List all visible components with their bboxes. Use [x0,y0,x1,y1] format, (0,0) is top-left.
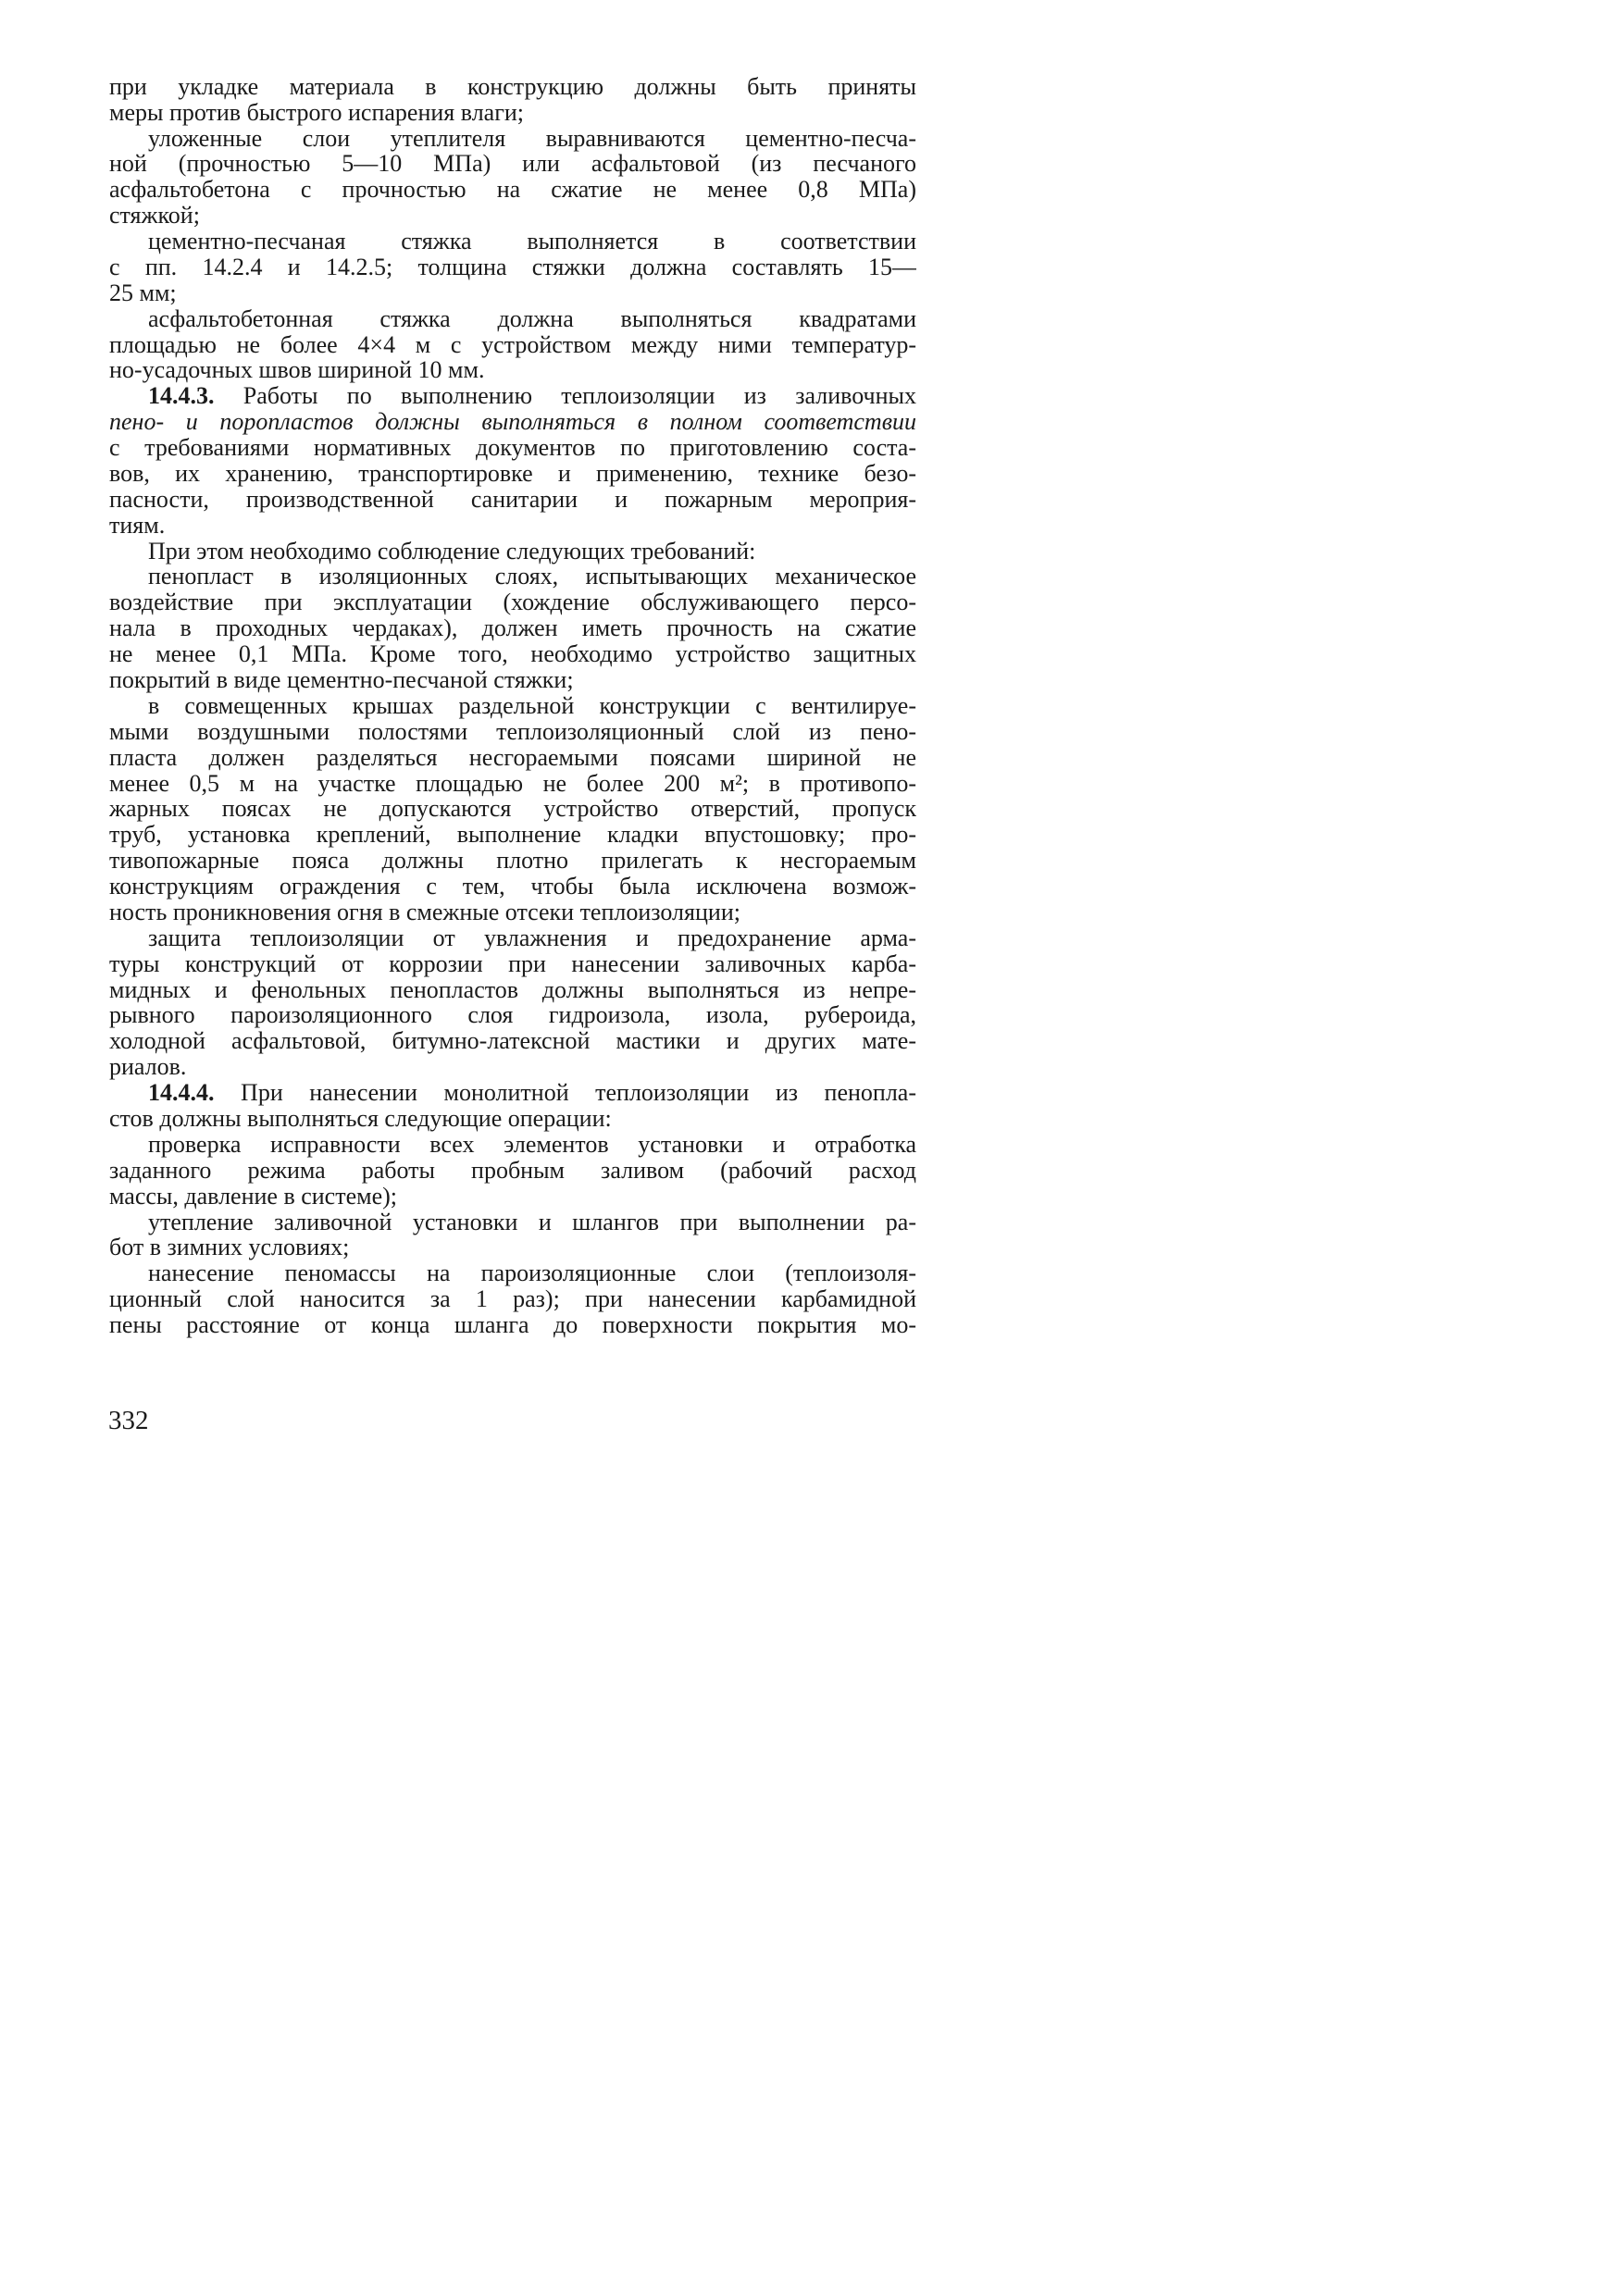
text-line: покрытий в виде цементно-песчаной стяжки; [109,667,574,693]
text-line: ционный слой наносится за 1 раз); при нанесении карбамидной [109,1286,916,1312]
text-line: ность проникновения огня в смежные отсеки теплоизоляции; [109,900,740,925]
text-line: менее 0,5 м на участке площадью не более 200 м²; в противопо- [109,771,916,797]
text-line: нала в проходных чердаках), должен иметь прочность на сжатие [109,615,916,641]
text-line: мыми воздушными полостями теплоизоляционный слой из пено- [109,719,916,745]
page-number: 332 [108,1406,149,1435]
text-line [109,409,916,435]
text-line: заданного режима работы пробным заливом (рабочий расход [109,1158,916,1184]
text-line: но-усадочных швов шириной 10 мм. [109,357,485,383]
text-run: Работы по выполнению теплоизоляции из заливочных [243,383,916,409]
text-line: массы, давление в системе); [109,1184,397,1210]
text-line: площадью не более 4×4 м с устройством между ними температур- [109,332,916,358]
text-line: утепление заливочной установки и шлангов при выполнении ра- [148,1210,916,1235]
text-line: с требованиями нормативных документов по приготовлению соста- [109,435,916,461]
text-line: меры против быстрого испарения влаги; [109,100,525,126]
text-line: пасности, производственной санитарии и пожарным мероприя- [109,487,916,513]
text-line: бот в зимних условиях; [109,1235,350,1260]
text-line: пласта должен разделяться несгораемыми поясами шириной не [109,745,916,771]
section-paragraph-start [148,1080,916,1106]
text-line: уложенные слои утеплителя выравниваются цементно-песча- [148,126,916,152]
italic-text-run: пено- и поропластов должны выполняться в полном соответствии [109,409,916,435]
text-line: жарных поясах не допускаются устройство отверстий, пропуск [109,796,916,822]
text-line: труб, установка креплений, выполнение кладки впустошовку; про- [109,822,916,848]
section-number: 14.4.3. [148,383,215,409]
text-line: защита теплоизоляции от увлажнения и предохранение арма- [148,925,916,951]
text-line: рывного пароизоляционного слоя гидроизола, изола, рубероида, [109,1002,916,1028]
text-line: стяжкой; [109,203,200,229]
text-run: При нанесении монолитной теплоизоляции из пенопла- [241,1080,916,1106]
text-line: асфальтобетона с прочностью на сжатие не менее 0,8 МПа) [109,177,916,203]
text-line: с пп. 14.2.4 и 14.2.5; толщина стяжки должна составлять 15— [109,254,916,280]
text-line: риалов. [109,1054,187,1080]
text-line: пенопласт в изоляционных слоях, испытывающих механическое [148,564,916,590]
text-line: не менее 0,1 МПа. Кроме того, необходимо устройство защитных [109,641,916,667]
book-page [0,0,1017,1445]
section-number: 14.4.4. [148,1080,215,1106]
text-line: 25 мм; [109,280,177,306]
text-line: пены расстояние от конца шланга до поверхности покрытия мо- [109,1312,916,1338]
text-line: При этом необходимо соблюдение следующих требований: [148,539,756,565]
text-line: ной (прочностью 5—10 МПа) или асфальтовой (из песчаного [109,151,916,177]
text-line: вов, их хранению, транспортировке и применению, технике безо- [109,461,916,487]
text-line: асфальтобетонная стяжка должна выполняться квадратами [148,306,916,332]
text-line: холодной асфальтовой, битумно-латексной мастики и других мате- [109,1028,916,1054]
text-line: цементно-песчаная стяжка выполняется в соответствии [148,229,916,254]
text-line: проверка исправности всех элементов установки и отработка [148,1132,916,1158]
text-line: при укладке материала в конструкцию должны быть приняты [109,74,916,100]
text-line: тивопожарные пояса должны плотно прилегать к несгораемым [109,848,916,874]
text-line: туры конструкций от коррозии при нанесении заливочных карба- [109,951,916,977]
text-line: тиям. [109,513,166,539]
section-paragraph-start [148,383,916,409]
text-line: в совмещенных крышах раздельной конструкции с вентилируе- [148,693,916,719]
text-line: стов должны выполняться следующие операции: [109,1106,612,1132]
text-line: конструкциям ограждения с тем, чтобы была исключена возмож- [109,874,916,900]
text-line: мидных и фенольных пенопластов должны выполняться из непре- [109,977,916,1003]
text-line: воздействие при эксплуатации (хождение обслуживающего персо- [109,590,916,615]
text-line: нанесение пеномассы на пароизоляционные слои (теплоизоля- [148,1260,916,1286]
